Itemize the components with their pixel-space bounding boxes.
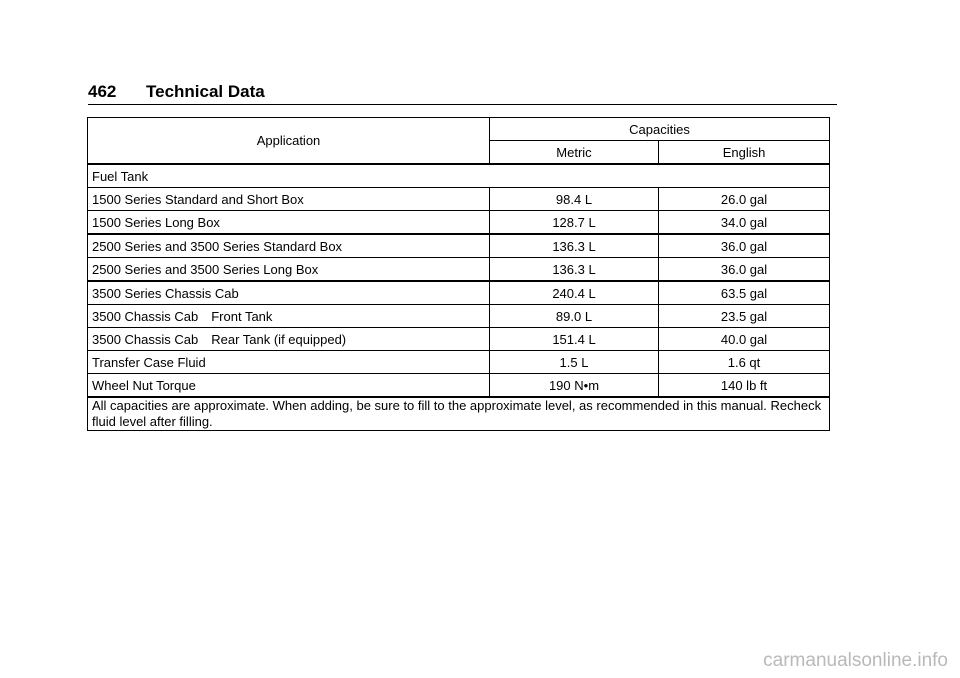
header-english: English	[659, 141, 830, 165]
metric-cell: 98.4 L	[490, 188, 659, 211]
english-cell: 1.6 qt	[659, 351, 830, 374]
table-row	[88, 258, 830, 282]
english-cell: 36.0 gal	[659, 258, 830, 282]
table-row	[88, 211, 830, 235]
english-cell: 140 lb ft	[659, 374, 830, 398]
page-title: Technical Data	[146, 82, 265, 101]
fuel-tank-label: Fuel Tank	[88, 164, 830, 188]
table-row	[88, 234, 830, 258]
section-row-fuel-tank	[88, 164, 830, 188]
application-cell: 2500 Series and 3500 Series Long Box	[88, 258, 490, 282]
metric-cell: 190 N•m	[490, 374, 659, 398]
english-cell: 40.0 gal	[659, 328, 830, 351]
metric-cell: 151.4 L	[490, 328, 659, 351]
header-capacities: Capacities	[490, 118, 830, 141]
table-row	[88, 305, 830, 328]
metric-cell: 136.3 L	[490, 258, 659, 282]
application-cell: 3500 Chassis Cab Rear Tank (if equipped)	[88, 328, 490, 351]
application-cell: 3500 Series Chassis Cab	[88, 281, 490, 305]
application-cell: Wheel Nut Torque	[88, 374, 490, 398]
application-cell: 1500 Series Long Box	[88, 211, 490, 235]
table-row	[88, 351, 830, 374]
table-header-row	[88, 118, 830, 141]
metric-cell: 136.3 L	[490, 234, 659, 258]
english-cell: 36.0 gal	[659, 234, 830, 258]
header-metric: Metric	[490, 141, 659, 165]
metric-cell: 1.5 L	[490, 351, 659, 374]
metric-cell: 240.4 L	[490, 281, 659, 305]
table-row	[88, 188, 830, 211]
page-header	[88, 82, 837, 105]
application-cell: 2500 Series and 3500 Series Standard Box	[88, 234, 490, 258]
page-number: 462	[88, 82, 117, 101]
english-cell: 63.5 gal	[659, 281, 830, 305]
metric-cell: 128.7 L	[490, 211, 659, 235]
application-cell: Transfer Case Fluid	[88, 351, 490, 374]
table-row	[88, 281, 830, 305]
english-cell: 26.0 gal	[659, 188, 830, 211]
english-cell: 23.5 gal	[659, 305, 830, 328]
english-cell: 34.0 gal	[659, 211, 830, 235]
table-row	[88, 328, 830, 351]
application-cell: 3500 Chassis Cab Front Tank	[88, 305, 490, 328]
capacities-note: All capacities are approximate. When adding, be sure to fill to the approximate level, as recommended in this manual. Recheck fluid level after filling.	[88, 397, 830, 431]
application-cell: 1500 Series Standard and Short Box	[88, 188, 490, 211]
watermark: carmanualsonline.info	[763, 650, 948, 671]
capacities-table	[87, 117, 830, 431]
note-row	[88, 397, 830, 431]
metric-cell: 89.0 L	[490, 305, 659, 328]
header-application: Application	[88, 118, 490, 165]
table-row	[88, 374, 830, 398]
